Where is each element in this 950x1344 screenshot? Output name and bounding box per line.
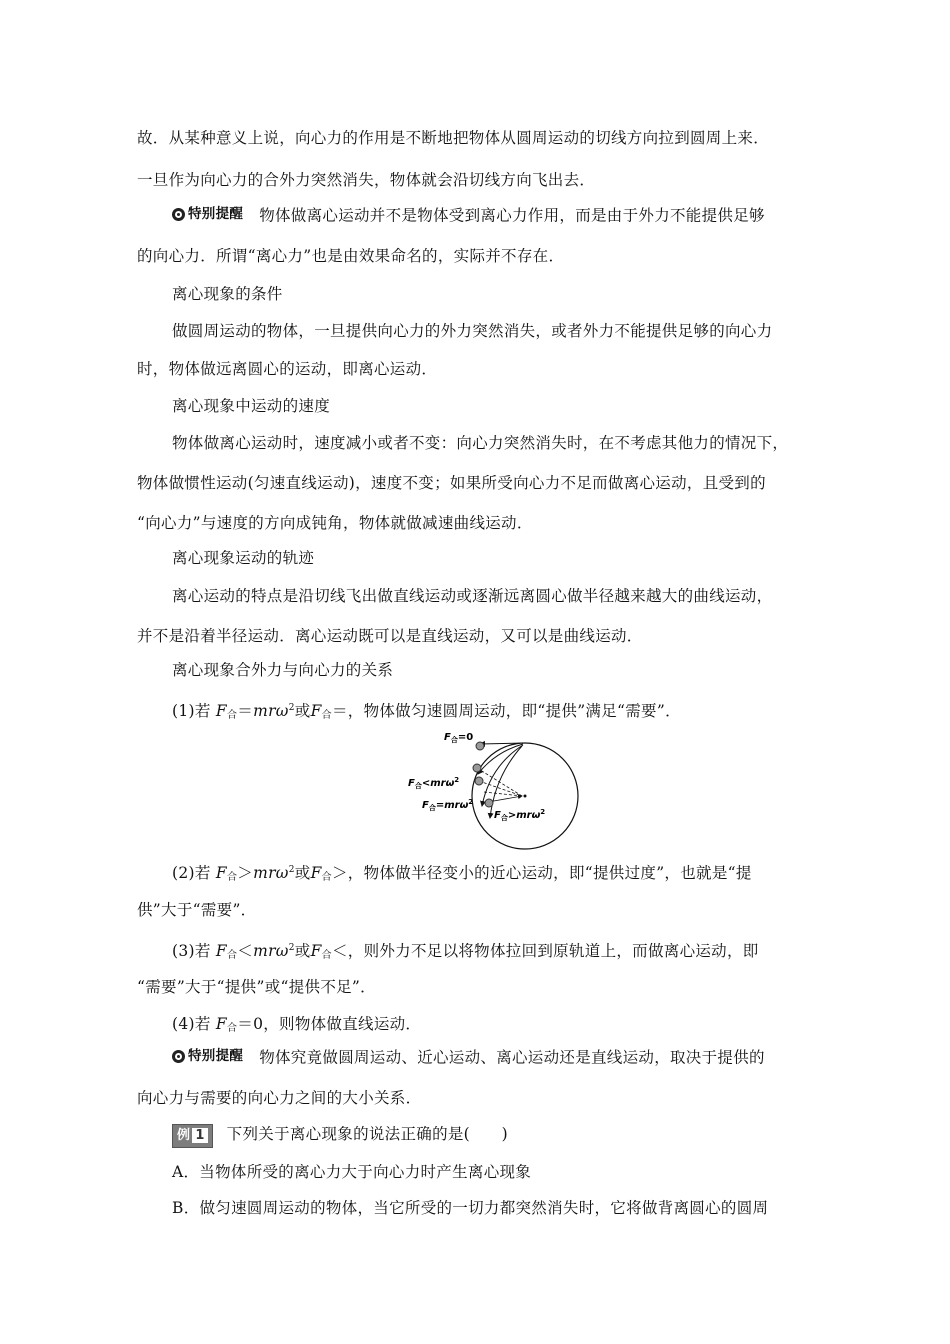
text-line: 物体做离心运动时，速度减小或者不变：向心力突然消失时，在不考虑其他力的情况下， [172,434,789,452]
text-line: 做圆周运动的物体，一旦提供向心力的外力突然消失，或者外力不能提供足够的向心力 [172,322,773,340]
text-line: 时，物体做远离圆心的运动，即离心运动． [137,360,438,378]
ball [476,742,484,750]
label-f-zero: $F_合=0$ [444,732,474,744]
example-question: 例 1 下列关于离心现象的说法正确的是( ) [172,1124,508,1148]
section-heading: 离心现象中运动的速度 [172,397,331,415]
label-f-lt: $F_合<mr\omega^2$ [408,776,460,790]
curve-path [490,746,522,818]
note-tag: 特别提醒 [172,204,243,224]
option-a: A．当物体所受的离心力大于向心力时产生离心现象 [172,1163,532,1181]
section-heading: 离心现象合外力与向心力的关系 [172,661,394,679]
case-line-1: (1)若 $F_合=mr\omega^2$或$F_合=$，物体做匀速圆周运动，即“提供”满足“需要”． [172,702,681,721]
label-f-eq: $F_合=mr\omega^2$ [422,798,474,812]
note-tag: 特别提醒 [172,1046,243,1066]
note-line: 特别提醒 物体究竟做圆周运动、近心运动、离心运动还是直线运动，取决于提供的 [172,1046,765,1068]
ball [473,764,481,772]
note-line: 特别提醒 物体做离心运动并不是物体受到离心力作用，而是由于外力不能提供足够 [172,204,765,226]
section-heading: 离心现象运动的轨迹 [172,549,315,567]
text-line: 供”大于“需要”． [137,901,257,919]
option-b: B．做匀速圆周运动的物体，当它所受的一切力都突然消失时，它将做背离圆心的圆周 [172,1199,769,1217]
ball [485,799,493,807]
section-heading: 离心现象的条件 [172,285,283,303]
note-line: 向心力与需要的向心力之间的大小关系． [137,1089,422,1107]
label-f-gt: $F_合>mr\omega^2$ [494,808,546,822]
text-line: “向心力”与速度的方向成钝角，物体就做减速曲线运动． [137,514,533,532]
force-line [477,768,522,796]
note-line: 的向心力．所谓“离心力”也是由效果命名的，实际并不存在． [137,247,565,265]
case-line-2: (2)若 $F_合>mr\omega^2$或$F_合>$，物体做半径变小的近心运动，即“提供过度”，也就是“提 [172,864,752,883]
text-line: 故．从某种意义上说，向心力的作用是不断地把物体从圆周运动的切线方向拉到圆周上来． [137,129,770,147]
lightbulb-icon [172,208,185,221]
text-line: 离心运动的特点是沿切线飞出做直线运动或逐渐远离圆心做半径越来越大的曲线运动， [172,587,773,605]
centrifugal-motion-diagram [400,726,590,856]
text-line: 并不是沿着半径运动．离心运动既可以是直线运动，又可以是曲线运动． [137,627,643,645]
text-line: 物体做惯性运动(匀速直线运动)，速度不变；如果所受向心力不足而做离心运动，且受到的 [137,474,766,492]
center-point [524,795,527,798]
lightbulb-icon [172,1050,185,1063]
case-line-3: (3)若 $F_合<mr\omega^2$或$F_合<$，则外力不足以将物体拉回到原轨道上，而做离心运动，即 [172,942,759,961]
text-line: “需要”大于“提供”或“提供不足”． [137,978,376,996]
ball [475,777,483,785]
text-line: 一旦作为向心力的合外力突然消失，物体就会沿切线方向飞出去． [137,171,596,189]
example-badge: 例 1 [172,1124,213,1148]
case-line-4: (4)若 $F_合=0$，则物体做直线运动． [172,1015,422,1034]
